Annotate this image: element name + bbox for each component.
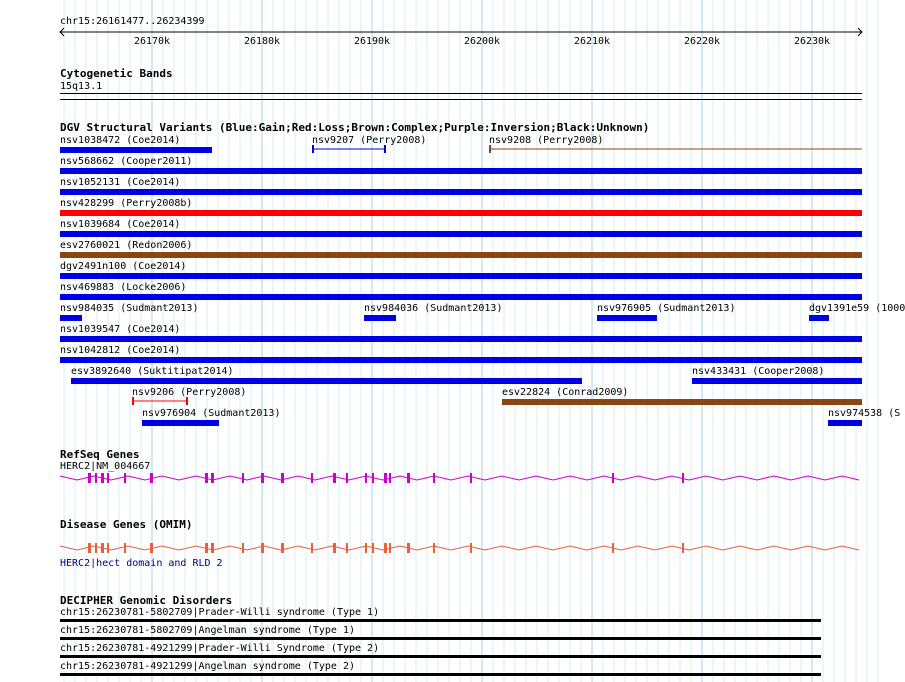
dgv-feature-label: nsv469883 (Locke2006) (60, 282, 187, 293)
dgv-feature-bar[interactable] (60, 252, 862, 258)
cytoband-track-title[interactable]: Cytogenetic Bands (60, 67, 173, 80)
decipher-item-label: chr15:26230781-4921299|Angelman syndrome (Type 2) (60, 661, 356, 672)
exon-block (311, 543, 313, 553)
dgv-feature-bar[interactable] (60, 147, 212, 153)
exon-block (124, 473, 126, 483)
dgv-feature-bar[interactable] (60, 210, 862, 216)
decipher-item-label: chr15:26230781-5802709|Prader-Willi syndrome (Type 1) (60, 607, 380, 618)
decipher-item-label: chr15:26230781-5802709|Angelman syndrome (Type 1) (60, 625, 356, 636)
ruler-coords: chr15:26161477..26234399 (60, 16, 205, 27)
ruler-tick-label: 26220k (683, 36, 721, 47)
decipher-item-label: chr15:26230781-4921299|Prader-Willi Syndrome (Type 2) (60, 643, 380, 654)
dgv-feature-label: nsv568662 (Cooper2011) (60, 156, 193, 167)
dgv-feature-bar[interactable] (60, 231, 862, 237)
exon-block (372, 473, 374, 483)
dgv-feature-label: nsv9207 (Perry2008) (312, 135, 427, 146)
exon-block (389, 473, 391, 483)
intron-line (60, 546, 859, 550)
dgv-feature-bar[interactable] (60, 357, 862, 363)
exon-block (107, 543, 109, 553)
exon-block (107, 473, 109, 483)
exon-block (242, 543, 244, 553)
dgv-feature-bar[interactable] (311, 144, 387, 154)
decipher-item-bar[interactable] (60, 673, 821, 676)
dgv-feature-label: nsv1052131 (Coe2014) (60, 177, 181, 188)
exon-block (612, 543, 614, 553)
exon-block (95, 473, 97, 483)
exon-block (333, 473, 336, 483)
cytoband-label: 15q13.1 (60, 81, 103, 92)
dgv-feature-label: esv2760021 (Redon2006) (60, 240, 193, 251)
dgv-feature-label: nsv976904 (Sudmant2013) (142, 408, 281, 419)
exon-block (150, 543, 153, 553)
intron-line (60, 476, 859, 480)
dgv-feature-label: esv3892640 (Suktitipat2014) (71, 366, 234, 377)
cytoband-top-border (60, 93, 862, 94)
exon-block (311, 473, 313, 483)
dgv-feature-bar[interactable] (60, 273, 862, 279)
dgv-feature-bar[interactable] (131, 396, 189, 406)
exon-block (470, 543, 472, 553)
exon-block (372, 543, 374, 553)
dgv-feature-label: nsv433431 (Cooper2008) (692, 366, 825, 377)
dgv-feature-label: nsv9206 (Perry2008) (132, 387, 247, 398)
exon-block (261, 543, 264, 553)
refseq-track-title[interactable]: RefSeq Genes (60, 448, 140, 461)
ruler-tick-label: 26210k (573, 36, 611, 47)
dgv-feature-bar[interactable] (502, 399, 862, 405)
decipher-item-bar[interactable] (60, 655, 821, 658)
dgv-feature-bar[interactable] (71, 378, 582, 384)
refseq-gene-label: HERC2|NM_004667 (60, 461, 151, 472)
omim-gene-label[interactable]: HERC2|hect domain and RLD 2 (60, 558, 223, 569)
exon-block (682, 543, 684, 553)
dgv-feature-bar[interactable] (142, 420, 219, 426)
dgv-feature-bar[interactable] (60, 189, 862, 195)
exon-block (365, 473, 367, 483)
exon-block (124, 543, 126, 553)
dgv-feature-bar[interactable] (60, 168, 862, 174)
exon-block (682, 473, 684, 483)
refseq-gene-model[interactable] (0, 470, 890, 486)
exon-block (88, 473, 91, 483)
exon-block (407, 473, 410, 483)
dgv-feature-label: esv22824 (Conrad2009) (502, 387, 629, 398)
exon-block (407, 543, 410, 553)
dgv-feature-label: nsv1039684 (Coe2014) (60, 219, 181, 230)
ruler-tick-label: 26230k (793, 36, 831, 47)
exon-block (346, 473, 348, 483)
exon-block (384, 543, 387, 553)
dgv-feature-label: nsv976905 (Sudmant2013) (597, 303, 736, 314)
exon-block (333, 543, 336, 553)
omim-gene-model[interactable] (0, 540, 890, 556)
dgv-feature-bar[interactable] (692, 378, 862, 384)
decipher-track-title[interactable]: DECIPHER Genomic Disorders (60, 594, 233, 607)
exon-block (365, 543, 367, 553)
exon-block (281, 473, 284, 483)
ruler-tick-label: 26180k (243, 36, 281, 47)
exon-block (95, 543, 97, 553)
dgv-feature-bar[interactable] (597, 315, 657, 321)
dgv-feature-label: nsv1039547 (Coe2014) (60, 324, 181, 335)
dgv-feature-label: nsv428299 (Perry2008b) (60, 198, 193, 209)
exon-block (242, 473, 244, 483)
exon-block (205, 543, 208, 553)
dgv-feature-bar[interactable] (364, 315, 396, 321)
ruler-tick-label: 26170k (133, 36, 171, 47)
exon-block (205, 473, 208, 483)
cytoband-bottom-border (60, 99, 862, 100)
dgv-feature-bar[interactable] (828, 420, 862, 426)
dgv-feature-label: nsv974538 (S (828, 408, 901, 419)
decipher-item-bar[interactable] (60, 637, 821, 640)
dgv-feature-label: nsv1042812 (Coe2014) (60, 345, 181, 356)
exon-block (281, 543, 284, 553)
exon-block (384, 473, 387, 483)
dgv-feature-bar[interactable] (60, 336, 862, 342)
exon-block (261, 473, 264, 483)
exon-block (88, 543, 91, 553)
exon-block (150, 473, 153, 483)
ruler-tick-label: 26200k (463, 36, 501, 47)
dgv-feature-bar[interactable] (60, 294, 862, 300)
dgv-feature-bar[interactable] (60, 315, 82, 321)
dgv-feature-label: nsv1038472 (Coe2014) (60, 135, 181, 146)
exon-block (211, 543, 214, 553)
exon-block (346, 543, 348, 553)
exon-block (433, 543, 435, 553)
dgv-feature-label: nsv984035 (Sudmant2013) (60, 303, 199, 314)
exon-block (433, 473, 435, 483)
exon-block (101, 473, 104, 483)
ruler-tick-label: 26190k (353, 36, 391, 47)
exon-block (101, 543, 104, 553)
exon-block (389, 543, 391, 553)
omim-track-title[interactable]: Disease Genes (OMIM) (60, 518, 193, 531)
dgv-feature-label: dgv2491n100 (Coe2014) (60, 261, 187, 272)
dgv-feature-label: nsv984036 (Sudmant2013) (364, 303, 503, 314)
dgv-feature-bar[interactable] (488, 144, 863, 154)
dgv-feature-label: dgv1391e59 (1000 (809, 303, 905, 314)
decipher-item-bar[interactable] (60, 619, 821, 622)
exon-block (470, 473, 472, 483)
dgv-feature-label: nsv9208 (Perry2008) (489, 135, 604, 146)
dgv-track-title[interactable]: DGV Structural Variants (Blue:Gain;Red:Loss;Brown:Complex;Purple:Inversion;Black:Unknown) (60, 121, 650, 134)
exon-block (211, 473, 214, 483)
dgv-feature-bar[interactable] (809, 315, 829, 321)
exon-block (612, 473, 614, 483)
